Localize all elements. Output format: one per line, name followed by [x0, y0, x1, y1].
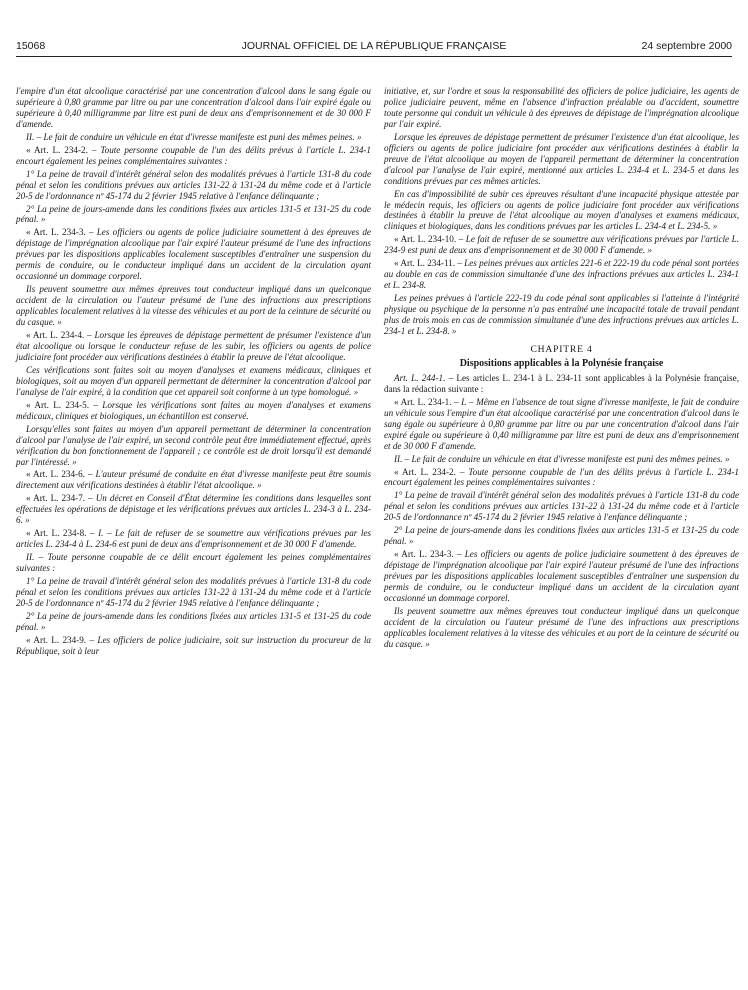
article-paragraph [16, 635, 371, 657]
right-column [384, 86, 739, 652]
article-text: – Les officiers ou agents de police judiciaire soumettent à des épreuves de dépistage de l'imprégnation alcoolique par l'air expiré l'auteur présumé de l'une des infractions prévues par les dispositions applicables localement susceptibles d'entraîner une suspension du permis de conduire, ou le conducteur impliqué dans un accident de la circulation ayant occasionné un dommage corporel. [384, 549, 739, 603]
article-reference: « Art. L. 234-9. [26, 634, 87, 645]
paragraph: Ils peuvent soumettre aux mêmes épreuves tout conducteur impliqué dans un quelconque accident de la circulation ou l'auteur présumé de l'une des infractions aux prescriptions applicables localement relatives à la vitesse des véhicules et au port de la ceinture de sécurité ou du casque. » [16, 284, 371, 328]
article-reference: « Art. L. 234-11. [394, 258, 456, 269]
article-paragraph [384, 397, 739, 452]
page-number: 15068 [16, 40, 46, 52]
paragraph: II. – Le fait de conduire un véhicule en état d'ivresse manifeste est puni des mêmes peines. » [394, 453, 730, 464]
article-paragraph [384, 258, 739, 291]
article-paragraph [16, 145, 371, 167]
article-reference: « Art. L. 234-4. [26, 330, 85, 341]
article-text: – Toute personne coupable de l'un des délits prévus à l'article L. 234-1 encourt également les peines complémentaires suivantes : [384, 466, 739, 488]
article-paragraph [384, 549, 739, 604]
article-text: – I. – Même en l'absence de tout signe d'ivresse manifeste, le fait de conduire un véhicule sous l'empire d'un état alcoolique caractérisé par une concentration d'alcool dans le sang égale ou supérieure à 0,80 gramme par litre ou par une concentration d'alcool dans l'air expiré égale ou supérieure à 0,40 milligramme par litre est puni de deux ans d'emprisonnement et de 30 000 F d'amende. [384, 396, 739, 451]
article-text: – I. – Le fait de refuser de se soumettre aux vérifications prévues par les articles L. 234-4 à L. 234-6 est puni de deux ans d'emprisonnement et de 30 000 F d'amende. [16, 528, 371, 550]
article-paragraph [384, 373, 739, 395]
paragraph: II. – Le fait de conduire un véhicule en état d'ivresse manifeste est puni des mêmes peines. » [26, 131, 362, 142]
paragraph: Lorsqu'elles sont faites au moyen d'un appareil permettant de déterminer la concentration d'alcool par l'analyse de l'air expiré, un second contrôle peut être immédiatement effectué, après vérification du bon fonctionnement de l'appareil ; ce contrôle est de droit lorsqu'il est demandé par l'intéressé. » [16, 423, 371, 467]
paragraph: 2° La peine de jours-amende dans les conditions fixées aux articles 131-5 et 131-25 du code pénal. » [384, 525, 739, 547]
article-text: – Les peines prévues aux articles 221-6 et 222-19 du code pénal sont portées au double en cas de commission simultanée d'une des infractions prévues aux articles L. 234-1 et L. 234-8. [384, 258, 739, 291]
article-text: – Les officiers ou agents de police judiciaire soumettent à des épreuves de dépistage de l'imprégnation alcoolique par l'air expiré l'auteur présumé de l'une des infractions prévues par les dispositions applicables localement susceptibles d'entraîner une suspension du permis de conduire, ou le conducteur impliqué dans un accident de la circulation ayant occasionné un dommage corporel. [16, 227, 371, 282]
article-text: – Les officiers de police judiciaire, soit sur instruction du procureur de la République, soit à leur [16, 634, 371, 656]
paragraph: 2° La peine de jours-amende dans les conditions fixées aux articles 131-5 et 131-25 du code pénal. » [16, 203, 371, 225]
paragraph: Les peines prévues à l'article 222-19 du code pénal sont applicables si l'atteinte à l'intégrité physique ou psychique de la personne n'a pas entraîné une incapacité totale de travail pendant plus de trois mois en cas de commission simultanée d'une des infractions prévues aux articles L. 234-1 et L. 234-8. » [384, 293, 739, 337]
article-reference: Art. L. 244-1. [394, 372, 446, 383]
paragraph: initiative, et, sur l'ordre et sous la responsabilité des officiers de police judiciaire, les agents de police judiciaire peuvent, même en l'absence d'infraction préalable ou d'accident, soumettre toute personne qui conduit un véhicule à des épreuves de dépistage de l'imprégnation alcoolique par l'air expiré. [384, 86, 739, 129]
article-paragraph [384, 467, 739, 489]
article-reference: « Art. L. 234-3. [26, 227, 86, 238]
article-paragraph [16, 400, 371, 422]
article-text: – Les articles L. 234-1 à L. 234-11 sont applicables à la Polynésie française, dans la rédaction suivante : [384, 372, 739, 394]
article-reference: « Art. L. 234-10. [394, 234, 457, 245]
paragraph: 1° La peine de travail d'intérêt général selon des modalités prévues à l'article 131-8 du code pénal et selon les conditions prévues aux articles 131-22 à 131-24 du même code et à l'article 20-5 de l'ordonnance nº 45-174 du 2 février 1945 relative à l'enfance délinquante ; [384, 490, 739, 523]
paragraph: 1° La peine de travail d'intérêt général selon des modalités prévues à l'article 131-8 du code pénal et selon les conditions prévues aux articles 131-22 à 131-24 du même code et à l'article 20-5 de l'ordonnance nº 45-174 du 2 février 1945 relative à l'enfance délinquante ; [16, 576, 371, 608]
section-title: Dispositions applicables à la Polynésie française [459, 357, 664, 369]
article-text: – Lorsque les épreuves de dépistage permettent de présumer l'existence d'un état alcoolique ou lorsque le conducteur refuse de les subir, les officiers ou agents de police judiciaire font procéder aux vérifications destinées à établir la preuve de l'état alcoolique. [16, 330, 371, 362]
article-paragraph [16, 227, 371, 282]
article-reference: « Art. L. 234-5. [26, 399, 89, 410]
article-text: – Le fait de refuser de se soumettre aux vérifications prévues par l'article L. 234-9 est puni de deux ans d'emprisonnement et de 30 000 F d'amende. » [384, 234, 739, 256]
article-reference: « Art. L. 234-7. [26, 493, 86, 504]
article-reference: « Art. L. 234-6. [26, 469, 85, 480]
article-reference: « Art. L. 234-1. [394, 396, 452, 407]
article-paragraph [16, 528, 371, 550]
paragraph: Ces vérifications sont faites soit au moyen d'analyses et examens médicaux, cliniques et biologiques, soit au moyen d'un appareil permettant de déterminer la concentration d'alcool par l'analyse de l'air expiré, à la condition que cet appareil soit conforme à un type homologué. » [16, 364, 371, 397]
header-rule [16, 56, 732, 57]
left-column [16, 86, 371, 659]
article-text: – L'auteur présumé de conduite en état d'ivresse manifeste peut être soumis directement aux vérifications destinées à établir l'état alcoolique. » [16, 469, 371, 491]
paragraph: Lorsque les épreuves de dépistage permettent de présumer l'existence d'un état alcoolique, les officiers ou agents de police judiciaire font procéder aux vérifications destinées à établir la preuve de l'état alcoolique au moyen de l'appareil permettant de déterminer la concentration d'alcool par l'analyse de l'air expiré, mentionné aux articles L. 234-4 et L. 234-5 et dans les conditions prévues par ces mêmes articles. [384, 131, 739, 186]
paragraph: II. – Toute personne coupable de ce délit encourt également les peines complémentaires suivantes : [16, 552, 371, 574]
paragraph: 1° La peine de travail d'intérêt général selon des modalités prévues à l'article 131-8 du code pénal et selon les conditions prévues aux articles 131-22 à 131-24 du même code et à l'article 20-5 de l'ordonnance nº 45-174 du 2 février 1945 relative à l'enfance délinquante ; [16, 168, 371, 201]
article-reference: « Art. L. 234-2. [26, 144, 88, 155]
article-reference: « Art. L. 234-3. [394, 549, 454, 560]
publication-date: 24 septembre 2000 [641, 40, 732, 52]
paragraph: Ils peuvent soumettre aux mêmes épreuves tout conducteur impliqué dans un quelconque accident de la circulation ou l'auteur présumé de l'une des infractions aux prescriptions applicables localement relatives à la vitesse des véhicules et au port de la ceinture de sécurité ou du casque. » [384, 605, 739, 649]
article-paragraph [384, 234, 739, 256]
journal-title: JOURNAL OFFICIEL DE LA RÉPUBLIQUE FRANÇAISE [241, 40, 507, 52]
article-text: – Lorsque les vérifications sont faites au moyen d'analyses et examens médicaux, cliniques et biologiques, un échantillon est conservé. [16, 399, 371, 421]
article-paragraph [16, 330, 371, 363]
article-text: – Un décret en Conseil d'État détermine les conditions dans lesquelles sont effectuées les opérations de dépistage et les vérifications prévues aux articles L. 234-3 à L. 234-6. » [16, 493, 372, 526]
page-header [16, 38, 732, 54]
article-paragraph [16, 493, 371, 526]
chapter-heading: CHAPITRE 4 [530, 343, 593, 355]
paragraph: En cas d'impossibilité de subir ces épreuves résultant d'une incapacité physique attestée par le médecin requis, les officiers ou agents de police judiciaire font procéder aux vérifications destinées à établir la preuve de l'état alcoolique au moyen d'analyses et examens médicaux, cliniques et biologiques, dans les conditions prévues par les articles L. 234-4 et L. 234-5. » [384, 188, 739, 232]
paragraph: l'empire d'un état alcoolique caractérisé par une concentration d'alcool dans le sang égale ou supérieure à 0,80 gramme par litre ou par une concentration d'alcool dans l'air expiré égale ou supérieure à 0,40 milligramme par litre est puni de deux ans d'emprisonnement et de 30 000 F d'amende. [16, 86, 371, 129]
article-reference: « Art. L. 234-8. [26, 528, 87, 539]
paragraph: 2° La peine de jours-amende dans les conditions fixées aux articles 131-5 et 131-25 du code pénal. » [16, 610, 371, 632]
article-reference: « Art. L. 234-2. [394, 466, 456, 477]
article-text: – Toute personne coupable de l'un des délits prévus à l'article L. 234-1 encourt également les peines complémentaires suivantes : [16, 144, 371, 166]
article-paragraph [16, 469, 371, 491]
